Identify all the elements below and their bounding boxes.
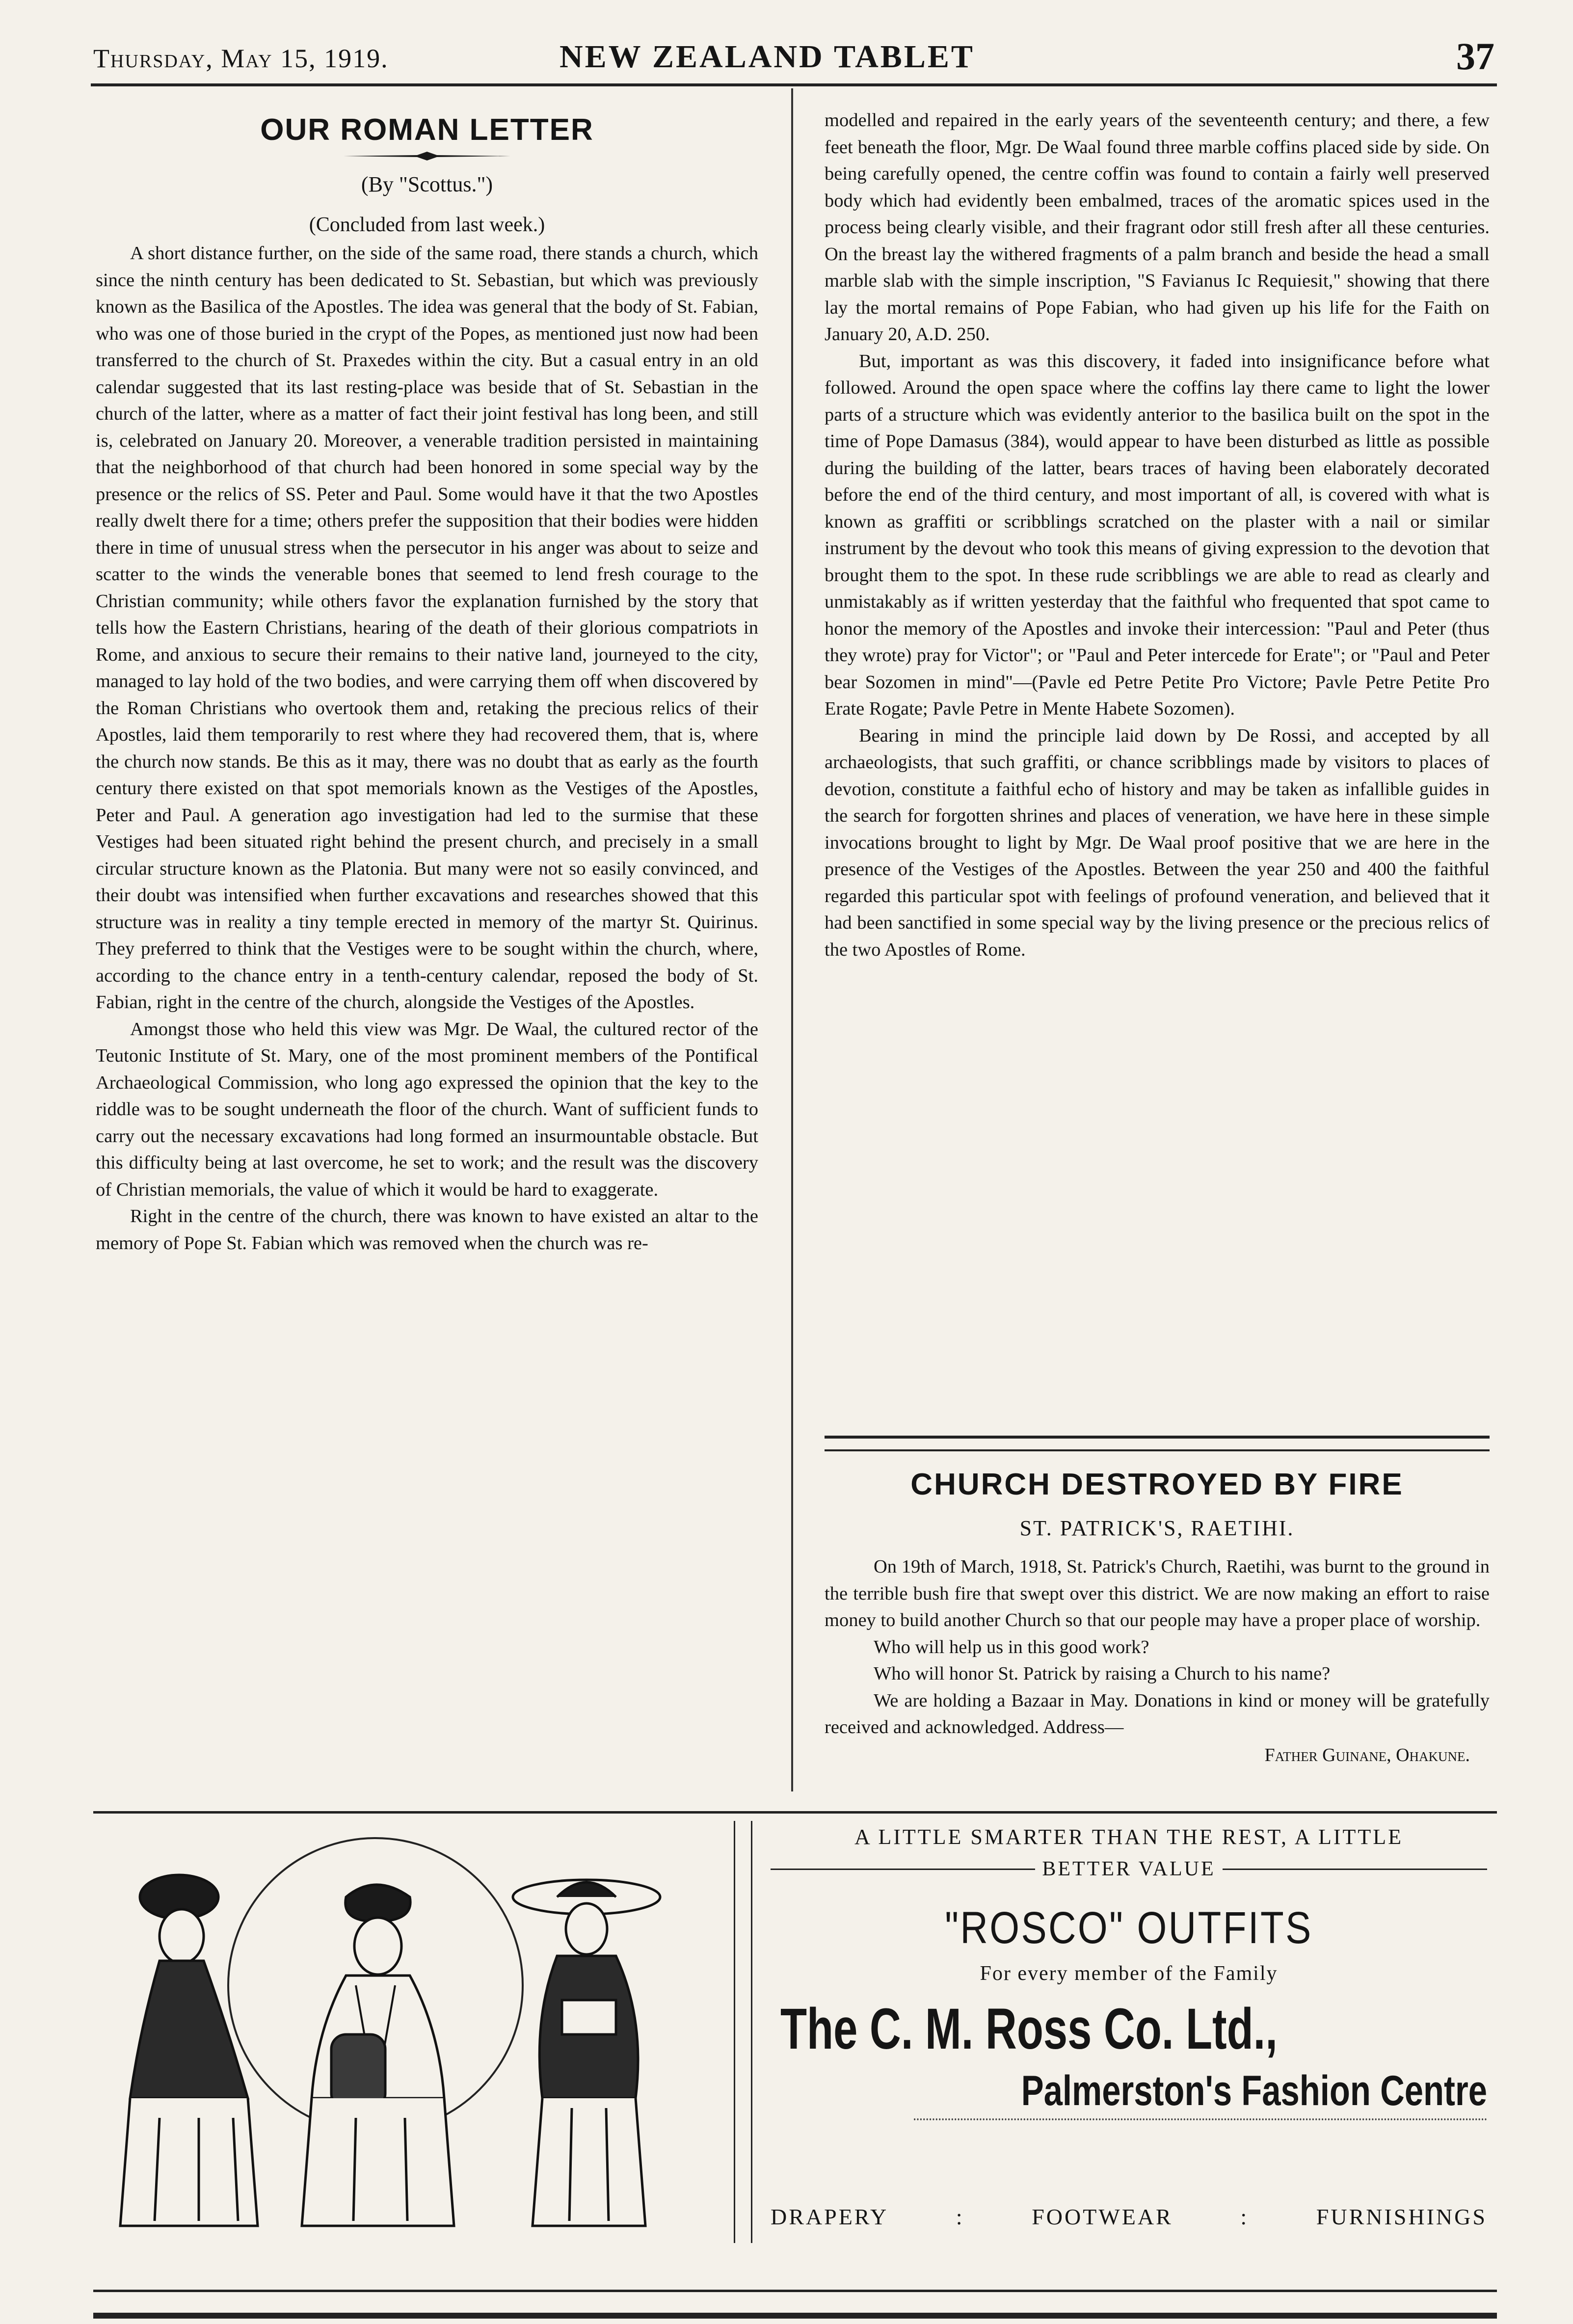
ad-rule: [1223, 1869, 1487, 1870]
article-paragraph: Amongst those who held this view was Mgr. De Waal, the cultured rector of the Teutonic Institute of St. Mary, one of the most prominent members of the Pontifical Archaeological Commission, who long ago expressed the opinion that the key to the riddle was to be sought underneath the floor of the church. Want of sufficient funds to carry out the necessary excavations had long formed an insurmountable obstacle. But this difficulty being at last overcome, he set to work; and the result was the discovery of Christian memorials, the value of which it would be hard to exaggerate.: [96, 1018, 758, 1200]
fashion-illustration: [101, 1823, 724, 2255]
ad-rule: [771, 1869, 1035, 1870]
column-rule: [791, 88, 793, 1791]
publication-title: NEW ZEALAND TABLET: [560, 39, 975, 75]
title-ornament: [344, 152, 510, 160]
church-fire-notice: [825, 1460, 1490, 1769]
notice-paragraph: Who will help us in this good work?: [874, 1636, 1149, 1657]
ad-department: FURNISHINGS: [1316, 2204, 1487, 2229]
notice-paragraph: On 19th of March, 1918, St. Patrick's Church, Raetihi, was burnt to the ground in the terrible bush fire that swept over this district. We are now making an effort to raise money to build another Church so that our people may have a proper place of worship.: [825, 1556, 1490, 1630]
advertisement-top-rule: [93, 1811, 1497, 1814]
article-divider: [825, 1436, 1490, 1451]
ad-department: FOOTWEAR: [1032, 2204, 1173, 2229]
article-paragraph: Right in the centre of the church, there was known to have existed an altar to the memory of Pope St. Fabian which was removed when the church was re-: [96, 1206, 758, 1254]
ad-company-name: The C. M. Ross Co. Ltd.,: [780, 1997, 1278, 2061]
ad-department: DRAPERY: [771, 2204, 889, 2229]
notice-body: [825, 1553, 1490, 1741]
ad-tagline: Palmerston's Fashion Centre: [914, 2063, 1487, 2120]
article-paragraph: Bearing in mind the principle laid down by De Rossi, and accepted by all archaeologists, that such graffiti, or chance scribblings made by visitors to places of devotion, constitute a faithful echo of history and may be taken as infallible guides in the search for forgotten shrines and places of veneration, we have here in these simple invocations brought to light by Mgr. De Waal proof positive that we are here in the presence of the Vestiges of the Apostles. Between the year 250 and 400 the faithful regarded this particular spot with feelings of profound veneration, and believed that it had been sanctified in some special way by the living presence or the precious relics of the two Apostles of Rome.: [825, 725, 1490, 960]
running-head: [93, 34, 1494, 83]
advertisement-copy: [771, 1821, 1487, 2120]
header-rule: [91, 83, 1497, 86]
notice-signature: Father Guinane, Ohakune.: [1264, 1744, 1470, 1765]
issue-date: Thursday, May 15, 1919.: [93, 44, 389, 73]
advertisement-divider: [751, 1821, 752, 2243]
notice-title: CHURCH DESTROYED BY FIRE: [910, 1468, 1404, 1501]
page-bottom-strip: [93, 2290, 1497, 2319]
article-paragraph: But, important as was this discovery, it faded into insignificance before what followed. Around the open space where the coffins lay there came to light the lower parts of a structure which was evidently anterior to the basilica built on the spot in the time of Pope Damasus (384), would appear to have been disturbed as little as possible during the building of the latter, bears traces of having been elaborately decorated before the end of the third century, and most important of all, is covered with what is known as graffiti or scribblings scratched on the plaster with a nail or similar instrument by the devout who took this means of giving expression to the devotion that brought them to the spot. In these rude scribblings we are able to read as clearly and unmistakably as if written yesterday that the faithful who frequented that spot came to honor the memory of the Apostles and invoke their intercession: "Paul and Peter (thus they wrote) pray for Victor"; or "Paul and Peter intercede for Erate"; or "Paul and Peter bear Sozomen in mind"—(Pavle ed Petre Petite Pro Victore; Pavle Petre Petite Pro Erate Rogate; Pavle Petre in Mente Habete Sozomen).: [825, 350, 1490, 719]
article-paragraph: modelled and repaired in the early years of the seventeenth century; and there, a few feet beneath the floor, Mgr. De Waal found three marble coffins placed side by side. On being carefully opened, the centre coffin was found to contain a fairly well preserved body which had evidently been embalmed, traces of the aromatic spices used in the process being clearly visible, and their fragrant odor still fresh after all these centuries. On the breast lay the withered fragments of a palm branch and beside the head a small marble slab with the simple inscription, "S Favianus Ic Requiesit," showing that there lay the mortal remains of Pope Fabian, who had given up his life for the Faith on January 20, A.D. 250.: [825, 110, 1490, 345]
ad-brand-name: "ROSCO" OUTFITS: [945, 1903, 1313, 1953]
ad-departments: [771, 2204, 1487, 2230]
ad-slogan-line: A LITTLE SMARTER THAN THE REST, A LITTLE: [854, 1825, 1403, 1849]
article-paragraph: A short distance further, on the side of the same road, there stands a church, which since the ninth century has been dedicated to St. Sebastian, but which was previously known as the Basilica of the Apostles. The idea was general that the body of St. Fabian, who was one of those buried in the crypt of the Popes, as mentioned just now had been transferred to the church of St. Praxedes within the city. But a casual entry in an old calendar suggested that its last resting-place was beside that of St. Sebastian in the church of the latter, where as a matter of fact their joint festival has long been, and still is, celebrated on January 20. Moreover, a venerable tradition persisted in maintaining that the neighborhood of that church had been honored in some special way by the presence or the relics of SS. Peter and Paul. Some would have it that the two Apostles really dwelt there for a time; others prefer the supposition that their bodies were hidden there in time of unusual stress when the persecutor in his anger was about to seize and scatter to the winds the venerable bones that seemed to lend fresh courage to the Christian community; while others favor the explanation furnished by the story that tells how the Eastern Christians, hearing of the death of their glorious compatriots in Rome, and anxious to secure their remains to their native land, journeyed to the city, managed to lay hold of the two bodies, and were carrying them off when discovered by the Roman Christians who overtook them and, retaking the precious relics of their Apostles, laid them temporarily to rest where they had recovered them, that is, where the church now stands. Be this as it may, there was no doubt that as early as the fourth century there existed on that spot memorials known as the Vestiges of the Apostles, Peter and Paul. A generation ago investigation had led to the surmise that these Vestiges had been situated right behind the present church, and precisely in a small circular structure known as the Platonia. But many were not so easily convinced, and their doubt was intensified when further excavations and researches showed that this structure was in reality a tiny temple erected in memory of the martyr St. Quirinus. They preferred to think that the Vestiges were to be sought within the church, where, according to the chance entry in a tenth-century calendar, reposed the body of St. Fabian, right in the centre of the church, alongside the Vestiges of the Apostles.: [96, 243, 758, 1013]
ad-separator: :: [1240, 2204, 1249, 2229]
continuation-note: (Concluded from last week.): [309, 214, 545, 236]
byline: (By "Scottus."): [361, 172, 493, 196]
page-number: 37: [1456, 35, 1494, 78]
advertisement-divider: [734, 1821, 735, 2243]
notice-paragraph: We are holding a Bazaar in May. Donations in kind or money will be gratefully received and acknowledged. Address—: [825, 1690, 1490, 1737]
advertisement: [93, 1816, 1497, 2290]
ad-separator: :: [956, 2204, 964, 2229]
ad-slogan-text: BETTER VALUE: [1042, 1858, 1216, 1880]
left-column: [96, 98, 758, 1256]
ad-family-line: For every member of the Family: [980, 1962, 1278, 1985]
notice-subtitle: ST. PATRICK'S, RAETIHI.: [1019, 1516, 1295, 1540]
notice-paragraph: Who will honor St. Patrick by raising a Church to his name?: [874, 1663, 1331, 1684]
right-column: [825, 107, 1490, 963]
article-title: OUR ROMAN LETTER: [260, 113, 594, 147]
ad-slogan-line: [771, 1853, 1487, 1885]
